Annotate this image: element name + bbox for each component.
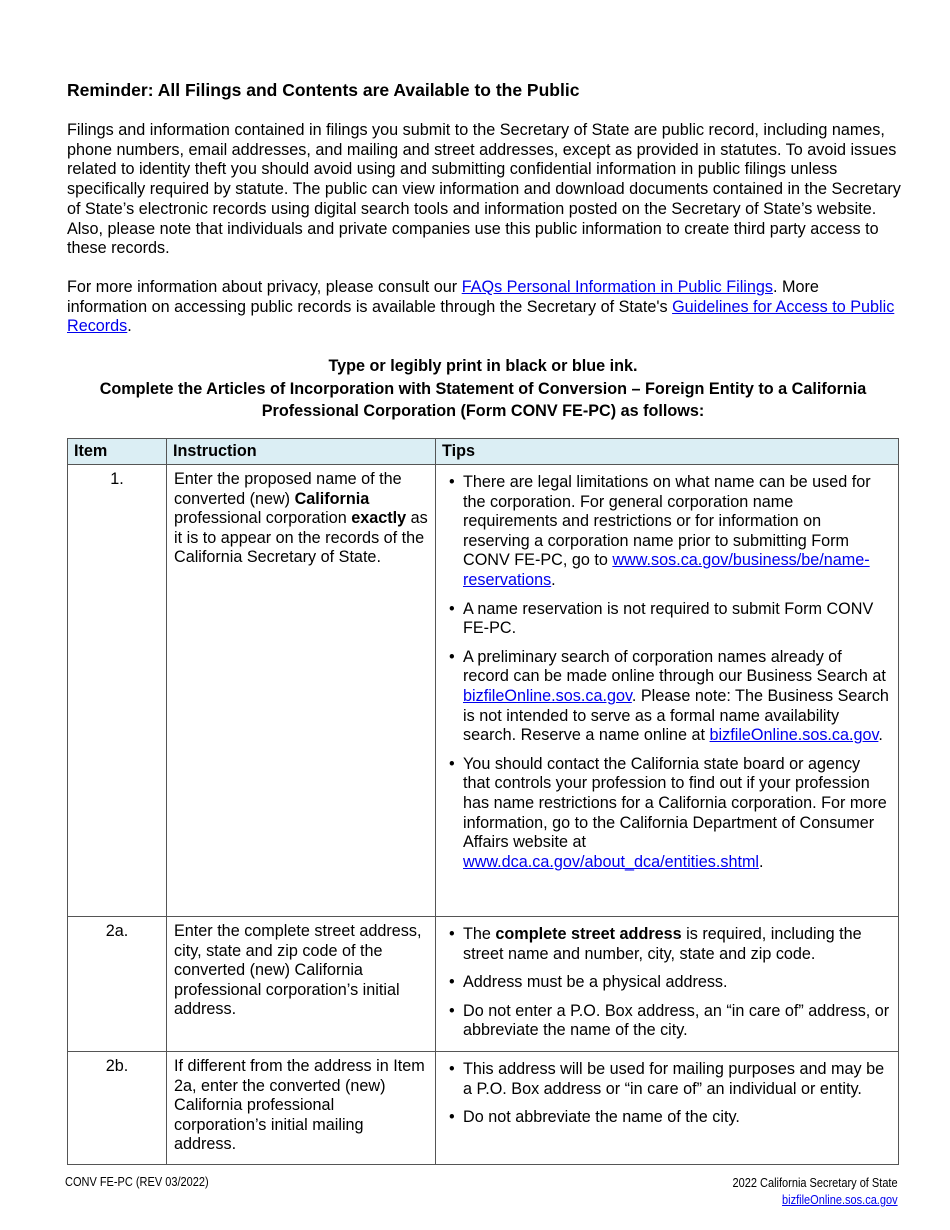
name-reservations-link[interactable]: www.sos.ca.gov/business/be/name-reservations	[463, 551, 870, 589]
tip-item	[444, 973, 890, 993]
column-header-instruction: Instruction	[167, 439, 436, 465]
tip-text: A preliminary search of corporation names already of record can be made online through our Business Search at	[463, 647, 886, 686]
instruction-bold: exactly	[351, 509, 407, 528]
item-number: 2b.	[68, 1051, 167, 1164]
privacy-more-info-paragraph	[67, 278, 902, 337]
instructions-header	[67, 355, 899, 423]
faqs-personal-info-link[interactable]: FAQs Personal Information in Public Filings	[461, 278, 773, 296]
tip-item	[444, 755, 890, 873]
copyright-text: 2022 California Secretary of State	[732, 1176, 898, 1190]
bullet-icon: •	[449, 647, 455, 666]
reminder-heading: Reminder: All Filings and Contents are Available to the Public	[67, 80, 580, 100]
bullet-icon: •	[449, 599, 455, 618]
tip-text: .	[551, 570, 556, 589]
column-header-tips: Tips	[436, 439, 899, 465]
tips-list	[444, 925, 890, 1041]
tip-item	[444, 1060, 890, 1099]
tip-item	[444, 473, 890, 591]
table-row	[68, 1051, 899, 1164]
bullet-icon: •	[449, 1001, 455, 1020]
tip-text: Do not abbreviate the name of the city.	[463, 1108, 740, 1127]
tip-text: This address will be used for mailing purposes and may be a P.O. Box address or “in care of” an individual or entity.	[463, 1059, 885, 1098]
tip-bold: complete street address	[495, 925, 682, 943]
table-row	[68, 917, 899, 1052]
tip-item	[444, 1002, 890, 1041]
bullet-icon: •	[449, 973, 455, 992]
footer-right	[733, 1175, 898, 1209]
tips-list	[444, 473, 890, 872]
privacy-paragraph: Filings and information contained in filings you submit to the Secretary of State are public record, including names, phone numbers, email addresses, and mailing and street addresses, except as provided in statutes. To avoid issues related to identity theft you should avoid using and submitting confidential information in public filings unless specifically required by statute. The public can view information and download documents contained in the Secretary of State’s electronic records using digital search tools and information posted on the Secretary of State’s website. Also, please note that individuals and private companies use this public information to create third party access to these records.	[67, 121, 901, 258]
instruction-text: professional corporation	[174, 509, 352, 528]
bizfile-footer-link[interactable]: bizfileOnline.sos.ca.gov	[782, 1193, 898, 1207]
instruction-cell: If different from the address in Item 2a, enter the converted (new) California professional corporation’s initial mailing address.	[167, 1051, 436, 1164]
column-header-item: Item	[68, 439, 167, 465]
tip-text: You should contact the California state board or agency that controls your profession to find out if your profession has name restrictions for a California corporation. For more information, go to the California Department of Consumer Affairs website at	[463, 754, 887, 852]
guidelines-public-records-link[interactable]: Guidelines for Access to Public Records	[67, 297, 895, 336]
tip-text: A name reservation is not required to submit Form CONV FE-PC.	[463, 599, 874, 638]
tip-text: Address must be a physical address.	[463, 973, 728, 992]
bullet-icon: •	[449, 754, 455, 773]
bizfile-search-link[interactable]: bizfileOnline.sos.ca.gov	[463, 686, 632, 705]
bullet-icon: •	[449, 1059, 455, 1078]
tips-list	[444, 1060, 890, 1128]
instruction-cell: Enter the complete street address, city, state and zip code of the converted (new) California professional corporation’s initial address.	[167, 917, 436, 1052]
privacy-text-1: For more information about privacy, please consult our	[67, 278, 462, 296]
bullet-icon: •	[449, 473, 455, 491]
tips-cell	[436, 465, 899, 917]
tips-cell	[436, 1051, 899, 1164]
table-row	[68, 465, 899, 917]
tip-text: The	[463, 925, 496, 943]
item-number: 2a.	[68, 917, 167, 1052]
privacy-text-3: .	[127, 317, 132, 336]
instruction-text: as it is to appear on the records of the California Secretary of State.	[174, 509, 428, 567]
table-header-row	[68, 439, 899, 465]
item-number: 1.	[68, 465, 167, 917]
bizfile-reserve-link[interactable]: bizfileOnline.sos.ca.gov	[709, 726, 879, 745]
tip-item	[444, 1108, 890, 1128]
instruction-bold: California	[294, 489, 370, 508]
tip-item	[444, 925, 890, 964]
instructions-table	[67, 438, 899, 1165]
tip-text: .	[759, 852, 764, 871]
instruction-text: Enter the proposed name of the converted (new)	[174, 470, 402, 508]
bullet-icon: •	[449, 925, 455, 943]
tips-cell	[436, 917, 899, 1052]
tip-text: .	[878, 726, 883, 745]
dca-entities-link[interactable]: www.dca.ca.gov/about_dca/entities.shtml	[463, 852, 760, 871]
bullet-icon: •	[449, 1108, 455, 1127]
tip-text: is required, including the street name and number, city, state and zip code.	[463, 925, 862, 963]
privacy-text-2: . More information on accessing public records is available through the Secretary of State's	[67, 278, 819, 316]
tip-text: There are legal limitations on what name can be used for the corporation. For general corporation name requirements and restrictions or for information on reserving a corporation name prior to submitting Form CONV FE-PC, go to	[463, 473, 871, 570]
instruction-cell	[167, 465, 436, 917]
ink-instruction: Type or legibly print in black or blue ink.	[328, 357, 638, 375]
form-revision-id: CONV FE-PC (REV 03/2022)	[65, 1175, 209, 1189]
tip-item	[444, 600, 890, 639]
form-completion-title: Complete the Articles of Incorporation with Statement of Conversion – Foreign Entity to a California Professional Corporation (Form CONV FE-PC) as follows:	[99, 379, 867, 420]
tip-text: . Please note: The Business Search is not intended to serve as a formal name availability search. Reserve a name online at	[463, 686, 889, 745]
tip-text: Do not enter a P.O. Box address, an “in care of” address, or abbreviate the name of the city.	[463, 1001, 890, 1040]
tip-item	[444, 648, 890, 746]
